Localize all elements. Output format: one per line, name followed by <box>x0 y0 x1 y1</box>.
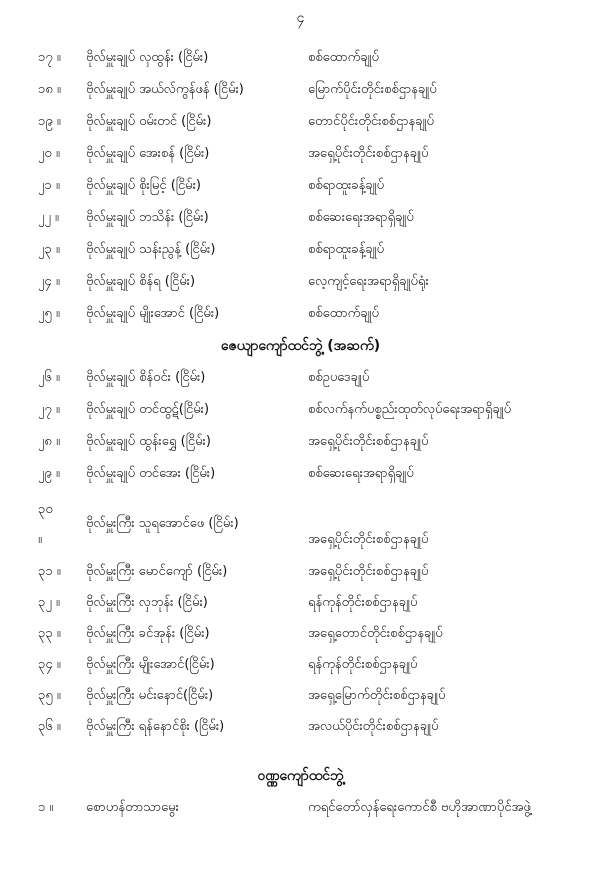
item-number: ၂၀ ။ <box>38 146 60 161</box>
item-position: တောင်ပိုင်းတိုင်းစစ်ဌာနချုပ် <box>308 114 434 129</box>
item-position: စစ်ရာထူးခန့်ချုပ် <box>308 242 384 257</box>
list-item <box>0 366 601 390</box>
item-position: လေ့ကျင့်ရေးအရာရှိချုပ်ရုံး <box>308 274 429 289</box>
item-name: ဗိုလ်မှူးကြီး ရန်နောင်စိုး (ငြိမ်း) <box>86 719 225 734</box>
item-name: ဗိုလ်မှူးချုပ် စိန်ရ (ငြိမ်း) <box>86 274 196 289</box>
item-position: ကရင်တော်လှန်ရေးကောင်စီ ဗဟိုအာဏာပိုင်အဖွဲ့ <box>308 800 531 815</box>
list-item <box>0 206 601 230</box>
item-position: စစ်ဆေးရေးအရာရှိချုပ် <box>308 210 414 225</box>
item-number: ၃၆ ။ <box>38 719 61 734</box>
item-name: ဗိုလ်မှူးချုပ် တင်ထွဋ်(ငြိမ်း) <box>86 402 210 417</box>
item-number: ၂၄ ။ <box>38 274 60 289</box>
item-name: ဗိုလ်မှူးချုပ် ဝမ်းတင် (ငြိမ်း) <box>86 114 212 129</box>
item-position: စစ်ထောက်ချုပ် <box>308 306 379 321</box>
item-number: ၂၂ ။ <box>38 210 59 225</box>
item-name: ဗိုလ်မှူးကြီး ခင်အုန်း (ငြိမ်း) <box>86 626 210 641</box>
item-number: ၂၁ ။ <box>38 178 60 193</box>
item-name: ဗိုလ်မှူးချုပ် စိုးမြင့် (ငြိမ်း) <box>86 178 201 193</box>
item-number: ၁၈ ။ <box>38 82 61 97</box>
item-name: ဗိုလ်မှူးကြီး မောင်ကျော် (ငြိမ်း) <box>86 564 228 579</box>
item-position: အလယ်ပိုင်းတိုင်းစစ်ဌာနချုပ် <box>308 719 439 734</box>
item-position: အရှေ့မြောက်တိုင်းစစ်ဌာနချုပ် <box>308 688 446 703</box>
item-number: ၂၇ ။ <box>38 402 60 417</box>
item-number: ၂၈ ။ <box>38 434 60 449</box>
item-position: မြောက်ပိုင်းတိုင်းစစ်ဌာနချုပ် <box>308 82 437 97</box>
item-number: ၃၁ ။ <box>38 564 61 579</box>
list-item <box>0 398 601 422</box>
list-item <box>0 430 601 454</box>
item-number: ၂၉ ။ <box>38 466 60 481</box>
list-item <box>0 142 601 166</box>
section-heading: ဇေယျာကျော်ထင်ဘွဲ့ (အဆက်) <box>220 338 381 354</box>
item-number: ၂၆ ။ <box>38 370 60 385</box>
item-name: ဗိုလ်မှူးချုပ် တင်အေး (ငြိမ်း) <box>86 466 216 481</box>
item-position: ရန်ကုန်တိုင်းစစ်ဌာနချုပ် <box>308 595 418 610</box>
item-name: ဗိုလ်မှူးကြီး မျိုးအောင်(ငြိမ်း) <box>86 657 215 672</box>
item-name: စောဟန်တာသာမွေး <box>86 800 179 815</box>
item-name: ဗိုလ်မှူးချုပ် မျိုးအောင် (ငြိမ်း) <box>86 306 220 321</box>
list-item <box>0 715 601 739</box>
list-item <box>0 110 601 134</box>
list-item <box>0 78 601 102</box>
item-name: ဗိုလ်မှူးကြီး လှဘုန်း (ငြိမ်း) <box>86 595 208 610</box>
item-name: ဗိုလ်မှူးချုပ် အယ်လ်ကွန်ဖန် (ငြိမ်း) <box>86 82 244 97</box>
item-number: ၃၀ <box>38 502 53 517</box>
list-item <box>0 560 601 584</box>
list-item <box>0 622 601 646</box>
list-item <box>0 653 601 677</box>
list-item <box>0 462 601 486</box>
item-number-mark: ။ <box>38 532 42 547</box>
list-item <box>0 174 601 198</box>
list-item <box>0 591 601 615</box>
section-heading: ဝဏ္ဏကျော်ထင်ဘွဲ့ <box>257 768 344 784</box>
item-number: ၃၅ ။ <box>38 688 61 703</box>
item-number: ၁ ။ <box>38 800 54 815</box>
item-number: ၃၂ ။ <box>38 595 60 610</box>
list-item <box>0 270 601 294</box>
list-item <box>0 796 601 820</box>
item-position: အရှေ့ပိုင်းတိုင်းစစ်ဌာနချုပ် <box>308 434 429 449</box>
item-position: အရှေ့ပိုင်းတိုင်းစစ်ဌာနချုပ် <box>308 146 429 161</box>
item-name: ဗိုလ်မှူးချုပ် သန်းညွန့် (ငြိမ်း) <box>86 242 216 257</box>
list-item <box>0 684 601 708</box>
item-number: ၂၃ ။ <box>38 242 60 257</box>
page-number: ၄ <box>296 10 305 26</box>
item-name: ဗိုလ်မှူးချုပ် ထွန်းရွှေ (ငြိမ်း) <box>86 434 211 449</box>
item-name: ဗိုလ်မှူးချုပ် လှထွန်း (ငြိမ်း) <box>86 50 209 65</box>
item-position: အရှေ့ပိုင်းတိုင်းစစ်ဌာနချုပ် <box>308 532 429 547</box>
item-position: စစ်ဥပဒေချုပ် <box>308 370 370 385</box>
item-number: ၁၉ ။ <box>38 114 61 129</box>
item-name: ဗိုလ်မှူးကြီး သူရအောင်ဖေ (ငြိမ်း) <box>86 516 239 531</box>
item-position: စစ်လက်နက်ပစ္စည်းထုတ်လုပ်ရေးအရာရှိချုပ် <box>308 402 512 417</box>
item-position: စစ်ထောက်ချုပ် <box>308 50 379 65</box>
item-number: ၃၃ ။ <box>38 626 61 641</box>
item-name: ဗိုလ်မှူးချုပ် စိန်ဝင်း (ငြိမ်း) <box>86 370 206 385</box>
item-number: ၁၇ ။ <box>38 50 61 65</box>
item-position: အရှေ့ပိုင်းတိုင်းစစ်ဌာနချုပ် <box>308 564 429 579</box>
list-item <box>0 238 601 262</box>
item-position: စစ်ရာထူးခန့်ချုပ် <box>308 178 384 193</box>
item-name: ဗိုလ်မှူးချုပ် ဘသိန်း (ငြိမ်း) <box>86 210 209 225</box>
item-position: အရှေ့တောင်တိုင်းစစ်ဌာနချုပ် <box>308 626 443 641</box>
item-number: ၂၅ ။ <box>38 306 60 321</box>
list-item <box>0 302 601 326</box>
item-name: ဗိုလ်မှူးချုပ် အေးစန် (ငြိမ်း) <box>86 146 210 161</box>
item-position: ရန်ကုန်တိုင်းစစ်ဌာနချုပ် <box>308 657 418 672</box>
item-position: စစ်ဆေးရေးအရာရှိချုပ် <box>308 466 414 481</box>
list-item <box>0 46 601 70</box>
item-number: ၃၄ ။ <box>38 657 61 672</box>
item-name: ဗိုလ်မှူးကြီး မင်းနောင်(ငြိမ်း) <box>86 688 214 703</box>
